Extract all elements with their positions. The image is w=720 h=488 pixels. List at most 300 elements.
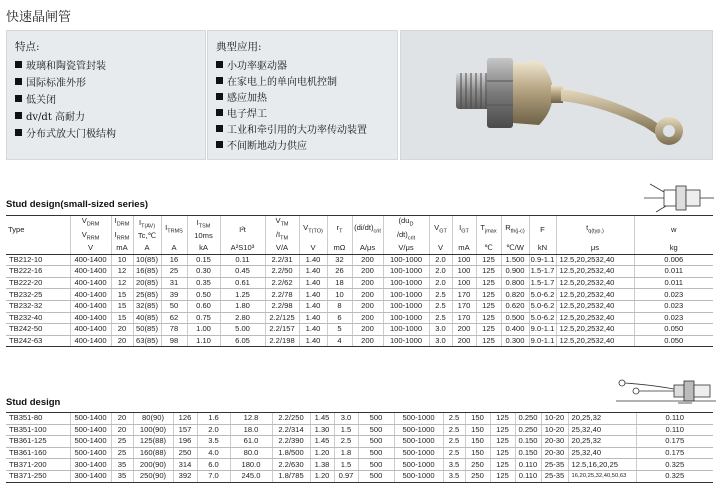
table-cell: 0.97 [334,470,358,482]
table-cell: 3.0 [429,324,452,336]
table-cell: 61.0 [230,436,272,448]
table-cell: 20-30 [541,436,568,448]
features-heading: 特点: [15,41,40,53]
table-cell: 1.30 [310,424,334,436]
bullet-square-icon [216,109,223,116]
table-cell: TB361-125 [6,436,70,448]
table-cell: 500 [358,413,394,425]
table-cell: 20(85) [133,277,161,289]
unit-cell [6,243,70,254]
table-cell: 100-1000 [383,277,429,289]
unit-cell: μs [556,243,634,254]
table-cell: 2.2/630 [272,459,310,471]
unit-cell: ℃ [476,243,501,254]
applications-heading: 典型应用: [216,41,262,53]
table-cell: 12 [111,277,133,289]
section-title-stud-design: Stud design [6,397,61,408]
table-cell: 100-1000 [383,312,429,324]
table-cell: 5 [327,324,352,336]
table-cell: 0.011 [634,266,713,278]
stud-design-spec-table [6,412,713,483]
table-cell: 100(90) [133,424,173,436]
unit-cell: A [161,243,187,254]
table-cell: 400-1400 [70,300,111,312]
table-row [6,447,713,459]
table-cell: 400-1400 [70,312,111,324]
unit-cell: ℃/W [501,243,529,254]
table-cell: 0.820 [501,289,529,301]
table-cell: 400-1400 [70,254,111,266]
unit-cell: mA [452,243,476,254]
table-cell: 500-1400 [70,436,111,448]
table-row [6,424,713,436]
table-cell: 0.800 [501,277,529,289]
table-cell: 0.250 [515,413,541,425]
table-cell: 1.8/785 [272,470,310,482]
column-header: $V_{GT}$ [429,216,452,244]
column-header: $V_{DRM}$ $V_{RRM}$ [70,216,111,244]
table-cell: 98 [161,335,187,347]
table-cell: 1.500 [501,254,529,266]
table-cell: 0.45 [220,266,265,278]
table-cell: 16 [161,254,187,266]
table-cell: 2.5 [443,424,465,436]
table-cell: 0.325 [636,470,713,482]
table-units-row [6,243,713,254]
table-cell: 125 [476,254,501,266]
table-cell: 50(85) [133,324,161,336]
product-photo [400,30,713,160]
table-cell: 500 [358,459,394,471]
table-cell: 170 [452,300,476,312]
table-cell: 9.0-1.1 [530,335,555,345]
table-cell: 15 [111,312,133,324]
table-cell: 10 [111,254,133,266]
table-cell: 2.2/78 [265,289,299,301]
table-cell: 78 [161,324,187,336]
column-header: $(di/dt)_{crit}$ [352,216,383,244]
table-cell: 20 [111,413,133,425]
table-cell: TB371-200 [6,459,70,471]
table-cell: 2.2/314 [272,424,310,436]
table-cell: 2.5 [443,447,465,459]
table-cell: 1.40 [299,335,327,347]
table-cell: 1.5 [334,424,358,436]
table-cell: 15 [111,300,133,312]
table-cell: 9.0-1.1 [530,324,555,334]
table-cell: 2.2/157 [265,324,299,336]
table-cell: 170 [452,289,476,301]
table-cell: 125 [490,413,515,425]
table-cell: 12.5,20,2532,40 [556,312,634,324]
table-cell: 0.023 [634,300,713,312]
application-item: 在家电上的单向电机控制 [208,72,397,88]
section-title-small-series: Stud design(small-sized series) [6,199,149,210]
table-row [6,312,713,324]
table-cell: 100-1000 [383,324,429,336]
table-cell: 500-1000 [394,436,443,448]
table-cell: 2.2/250 [272,413,310,425]
table-cell: 125 [476,335,501,347]
table-row [6,335,713,347]
table-cell: 2.2/198 [265,335,299,347]
table-cell: 200 [352,312,383,324]
table-cell: 50 [161,300,187,312]
table-cell: 250 [173,447,197,459]
table-cell: 12 [111,266,133,278]
table-cell: 35 [111,459,133,471]
table-cell: 0.9-1.1 [530,254,555,264]
table-cell: 40(85) [133,312,161,324]
table-cell: 0.325 [636,459,713,471]
table-cell: 125(88) [133,436,173,448]
table-cell: 2.2/50 [265,266,299,278]
table-cell: 25-35 [541,470,568,482]
table-cell: 8 [327,300,352,312]
table-cell: TB242-50 [6,324,70,336]
table-cell: 125 [490,470,515,482]
table-cell: 500-1400 [70,424,111,436]
table-cell: 20,25,32 [568,436,636,448]
table-cell: 0.175 [636,436,713,448]
table-cell: 200 [352,300,383,312]
table-cell: 1.5-1.7 [530,266,555,276]
table-cell: 0.620 [501,300,529,312]
table-cell: 150 [465,436,490,448]
table-cell: 400-1400 [70,289,111,301]
table-cell: 200 [352,324,383,336]
table-cell: 200 [352,335,383,347]
bullet-square-icon [15,61,22,68]
table-cell: 2.2/62 [265,277,299,289]
large-stud-outline-icon [612,373,718,407]
bullet-square-icon [216,93,223,100]
column-header: w [634,216,713,244]
table-cell: 200 [352,289,383,301]
table-cell: TB212-10 [6,254,70,266]
table-cell: 80.0 [230,447,272,459]
table-cell: 500 [358,447,394,459]
column-header: I²t [220,216,265,244]
table-cell: 10(85) [133,254,161,266]
table-cell: 1.20 [310,470,334,482]
table-cell: 25,32,40 [568,424,636,436]
table-cell: 25,32,40 [568,447,636,459]
table-cell: 500-1000 [394,447,443,459]
table-cell: 2.0 [429,277,452,289]
table-cell: 0.35 [187,277,220,289]
table-cell: 125 [476,289,501,301]
table-row [6,300,713,312]
table-cell: 1.00 [187,324,220,336]
application-item: 工业和牵引用的大功率传动装置 [208,120,397,136]
table-cell: 300-1400 [70,470,111,482]
bullet-square-icon [15,112,22,119]
table-row [6,459,713,471]
hex-nut [487,58,513,128]
table-cell: 100-1000 [383,254,429,266]
table-cell: 0.110 [636,413,713,425]
table-header-row [6,216,713,244]
table-cell: TB232-40 [6,312,70,324]
table-cell: 1.45 [310,413,334,425]
table-cell: 0.75 [187,312,220,324]
table-cell: 500 [358,424,394,436]
table-row [6,289,713,301]
table-cell: 392 [173,470,197,482]
unit-cell: V [429,243,452,254]
table-cell: 10 [327,289,352,301]
table-cell: 2.0 [429,266,452,278]
table-cell: 0.11 [220,254,265,266]
application-item: 感应加热 [208,88,397,104]
column-header: $V_{TM}$ $/I_{TM}$ [265,216,299,244]
table-cell: 32 [327,254,352,266]
table-cell: 250 [465,459,490,471]
table-cell: 6.0 [197,459,230,471]
features-panel [6,30,206,160]
table-cell: 0.023 [634,312,713,324]
table-cell: 2.2/390 [272,436,310,448]
table-cell: 0.30 [187,266,220,278]
table-cell: 35 [111,470,133,482]
table-cell: 250(90) [133,470,173,482]
table-cell: TB371-250 [6,470,70,482]
table-cell: TB242-63 [6,335,70,347]
table-cell: TB351-80 [6,413,70,425]
table-cell: 125 [490,459,515,471]
table-row [6,470,713,482]
table-cell: 400-1400 [70,324,111,336]
table-cell: 5.00 [220,324,265,336]
table-cell: TB222-16 [6,266,70,278]
table-cell: 39 [161,289,187,301]
table-cell: 2.2/98 [265,300,299,312]
table-cell: 200 [352,254,383,266]
table-cell: 12.5,20,2532,40 [556,335,634,347]
table-cell: 250 [465,470,490,482]
table-cell: 0.150 [515,436,541,448]
table-cell: 20 [111,324,133,336]
table-cell: 2.5 [443,436,465,448]
small-series-spec-table [6,215,713,347]
table-cell: 100-1000 [383,289,429,301]
table-cell: 1.80 [220,300,265,312]
table-cell: 125 [476,312,501,324]
table-cell: 0.023 [634,289,713,301]
table-cell: 2.5 [429,289,452,301]
table-cell: 3.0 [334,413,358,425]
unit-cell: V [299,243,327,254]
bullet-square-icon [15,129,22,136]
table-cell: 1.38 [310,459,334,471]
table-cell: 1.40 [299,289,327,301]
application-item: 小功率驱动器 [208,56,397,72]
table-cell: 0.050 [634,335,713,347]
table-cell: 32(85) [133,300,161,312]
table-cell: 1.40 [299,324,327,336]
table-cell: 125 [476,277,501,289]
column-header: $I_{TRMS}$ [161,216,187,244]
table-cell: 1.5-1.7 [530,278,555,288]
table-cell: 500-1000 [394,470,443,482]
table-cell: 1.10 [187,335,220,347]
table-cell: 10-20 [541,424,568,436]
column-header: $t_{q(typ.)}$ [556,216,634,244]
table-cell: 500 [358,470,394,482]
table-cell: 196 [173,436,197,448]
table-cell: 500 [358,436,394,448]
table-row [6,277,713,289]
table-cell: 20-30 [541,447,568,459]
table-cell: TB232-25 [6,289,70,301]
column-header: F [529,216,556,244]
table-cell: 0.006 [634,254,713,266]
table-cell: 20 [111,424,133,436]
table-cell: 18.0 [230,424,272,436]
table-cell: 4.0 [197,447,230,459]
table-cell: 5.0-6.2 [530,301,555,311]
table-cell: 400-1400 [70,266,111,278]
table-cell: 125 [490,447,515,459]
table-cell: 125 [476,266,501,278]
table-cell: 12.5,20,2532,40 [556,266,634,278]
table-cell: 26 [327,266,352,278]
table-cell: 2.5 [334,436,358,448]
table-cell: 100 [452,266,476,278]
table-cell: 1.40 [299,254,327,266]
unit-cell: kg [634,243,713,254]
table-cell: 12.5,16,20,25 [568,459,636,471]
unit-cell: A²S10³ [220,243,265,254]
table-cell: 157 [173,424,197,436]
unit-cell: A/μs [352,243,383,254]
table-cell: 15 [111,289,133,301]
table-cell: 2.2/31 [265,254,299,266]
table-cell: 0.250 [515,424,541,436]
table-cell: 6 [327,312,352,324]
table-cell: 6.05 [220,335,265,347]
table-cell: 245.0 [230,470,272,482]
table-cell: 200 [452,324,476,336]
unit-cell: V/A [265,243,299,254]
table-cell: 1.40 [299,300,327,312]
table-cell: 2.0 [197,424,230,436]
column-header: $V_{T(TO)}$ [299,216,327,244]
column-header: $R_{th(j-c)}$ [501,216,529,244]
table-cell: TB232-32 [6,300,70,312]
table-cell: 0.300 [501,335,529,347]
application-item: 电子焊工 [208,104,397,120]
table-cell: 150 [465,424,490,436]
page-title: 快速晶闸管 [6,10,72,25]
table-cell: 100 [452,277,476,289]
table-cell: 2.5 [443,413,465,425]
table-cell: 12.8 [230,413,272,425]
unit-cell: V/μs [383,243,429,254]
table-cell: TB222-20 [6,277,70,289]
table-cell: 500-1000 [394,459,443,471]
table-cell: 314 [173,459,197,471]
table-cell: 0.60 [187,300,220,312]
table-cell: 0.110 [636,424,713,436]
table-cell: 0.900 [501,266,529,278]
table-row [6,413,713,425]
table-cell: 150 [465,413,490,425]
table-cell: 0.110 [515,470,541,482]
table-cell: 500-1400 [70,447,111,459]
table-cell: 100-1000 [383,300,429,312]
table-cell: 1.25 [220,289,265,301]
table-cell: 0.050 [634,324,713,336]
bullet-square-icon [216,141,223,148]
table-cell: 12.5,20,2532,40 [556,324,634,336]
table-cell: 300-1400 [70,459,111,471]
table-cell: 2.5 [429,300,452,312]
table-cell: 1.45 [310,436,334,448]
table-cell: 1.40 [299,266,327,278]
bullet-square-icon [216,61,223,68]
table-cell: 0.50 [187,289,220,301]
table-cell: 1.40 [299,312,327,324]
table-cell: 400-1400 [70,335,111,347]
table-cell: 125 [490,424,515,436]
table-cell: 1.8/500 [272,447,310,459]
table-row [6,266,713,278]
table-cell: 2.0 [429,254,452,266]
table-cell: 126 [173,413,197,425]
table-cell: 20,25,32 [568,413,636,425]
column-header: $r_T$ [327,216,352,244]
column-header: $T_{jmax}$ [476,216,501,244]
unit-cell: V [70,243,111,254]
column-header: $I_{GT}$ [452,216,476,244]
table-cell: 200(90) [133,459,173,471]
bullet-square-icon [15,78,22,85]
table-cell: 500-1400 [70,413,111,425]
table-cell: 2.5 [429,312,452,324]
table-cell: 7.0 [197,470,230,482]
table-cell: 3.5 [197,436,230,448]
table-cell: 1.20 [310,447,334,459]
table-cell: 500-1000 [394,413,443,425]
table-cell: 16(85) [133,266,161,278]
table-cell: 25-35 [541,459,568,471]
unit-cell: mΩ [327,243,352,254]
column-header: ($du_D$ $/dt)_{crit}$ [383,216,429,244]
table-cell: 200 [352,266,383,278]
unit-cell: mA [111,243,133,254]
table-cell: TB351-100 [6,424,70,436]
table-cell: 12.5,20,2532,40 [556,289,634,301]
bullet-square-icon [216,77,223,84]
table-cell: 150 [465,447,490,459]
small-stud-outline-icon [642,178,718,220]
table-row [6,324,713,336]
table-cell: 25(85) [133,289,161,301]
table-cell: 1.40 [299,277,327,289]
table-cell: 10-20 [541,413,568,425]
table-cell: 20 [111,335,133,347]
feature-item: dv/dt 高耐力 [7,107,205,124]
table-cell: 62 [161,312,187,324]
table-cell: 500-1000 [394,424,443,436]
table-cell: 80(90) [133,413,173,425]
table-row [6,436,713,448]
table-cell: 31 [161,277,187,289]
applications-panel [207,30,398,160]
unit-cell: kA [187,243,220,254]
